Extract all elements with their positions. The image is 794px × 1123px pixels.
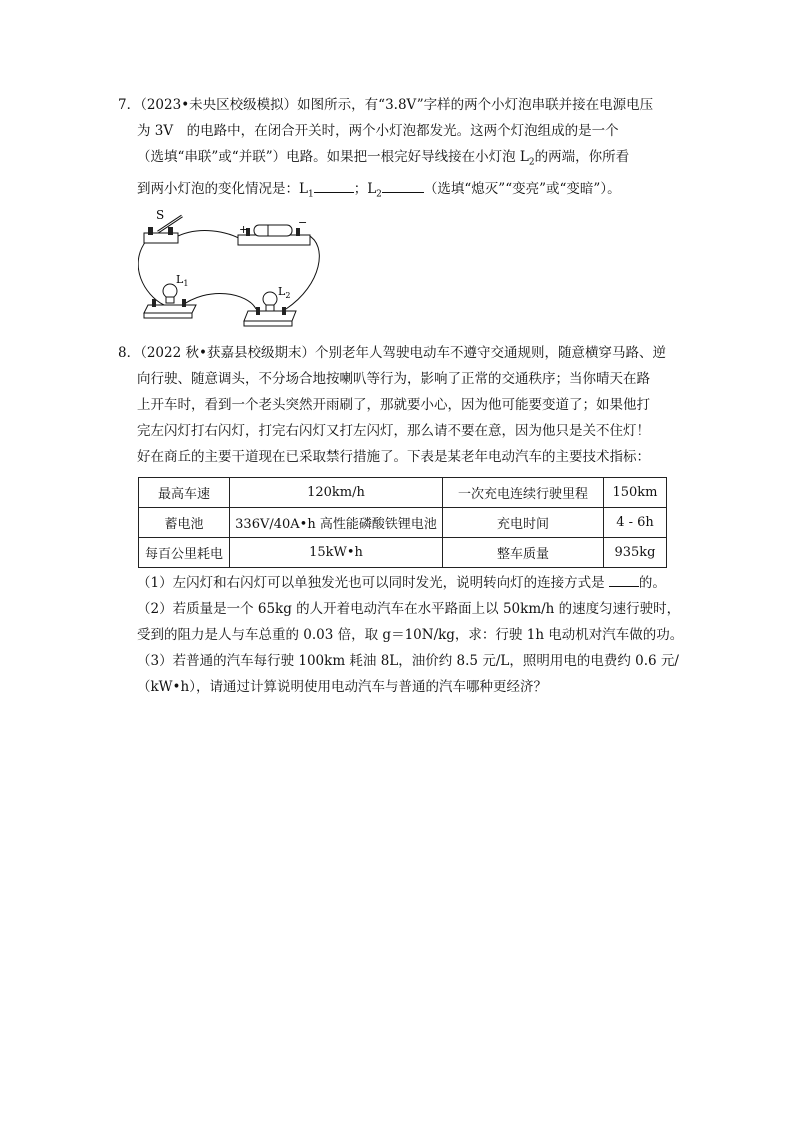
q7-line-2: 为 3V 的电路中，在闭合开关时，两个小灯泡都发光。这两个灯泡组成的是一个	[137, 123, 619, 139]
table-cell: 150km	[604, 478, 667, 508]
table-cell: 最高车速	[139, 478, 230, 508]
table-row	[139, 508, 667, 538]
circuit-diagram	[138, 205, 328, 333]
answer-blank-l2[interactable]	[382, 178, 424, 193]
table-cell: 充电时间	[443, 508, 604, 538]
table-row	[139, 478, 667, 508]
switch-label: S	[156, 208, 165, 222]
question-7	[118, 92, 678, 207]
table-cell: 935kg	[604, 538, 667, 568]
table-cell: 15kW•h	[230, 538, 443, 568]
battery-minus-label: −	[298, 216, 308, 229]
q8-line-4: 完左闪灯打右闪灯，打完右闪灯又打左闪灯，那么请不要在意，因为他只是关不住灯！	[137, 423, 650, 439]
lamp1-label: $L_1$	[176, 273, 189, 288]
wire-switch-battery	[174, 231, 244, 241]
table-row	[139, 538, 667, 568]
wire-switch-lamp1	[138, 241, 164, 305]
table-cell: 336V/40A•h 高性能磷酸铁锂电池	[230, 508, 443, 538]
q8-sub-questions	[118, 570, 684, 700]
q8-line-5: 好在商丘的主要干道现在已采取禁行措施了。下表是某老年电动汽车的主要技术指标：	[137, 449, 650, 465]
q8-line-2: 向行驶、随意调头，不分场合地按喇叭等行为，影响了正常的交通秩序；当你晴天在路	[137, 371, 650, 387]
spec-table	[138, 477, 667, 568]
q8-sub-3: （3）若普通的汽车每行驶 100km 耗油 8L，油价约 8.5 元/L，照明用电的电费约 0.6 元/	[137, 653, 679, 669]
table-cell: 一次充电连续行驶里程	[443, 478, 604, 508]
answer-blank-l1[interactable]	[314, 178, 354, 193]
question-8	[118, 340, 678, 470]
q8-sub-2: （2）若质量是一个 65kg 的人开着电动汽车在水平路面上以 50km/h 的速度匀速行驶时，	[137, 601, 681, 617]
q7-line-3: （选填“串联”或“并联”）电路。如果把一根完好导线接在小灯泡 $L_2$的两端，你所看	[137, 149, 630, 168]
q7-line-4: 到两小灯泡的变化情况是：$L_1$ ；$L_2$ （选填“熄灭”“变亮”或“变暗”）。	[118, 176, 678, 208]
q8-sub-2-cont: 受到的阻力是人与车总重的 0.03 倍，取 g＝10N/kg，求：行驶 1h 电动机对汽车做的功。	[137, 627, 684, 643]
q8-number: 8．	[118, 345, 141, 361]
table-cell: 4 - 6h	[604, 508, 667, 538]
table-cell: 每百公里耗电	[139, 538, 230, 568]
answer-blank-connection[interactable]	[609, 572, 639, 587]
table-cell: 120km/h	[230, 478, 443, 508]
lamp2-label: $L_2$	[278, 285, 291, 300]
battery-plus-label: +	[239, 223, 249, 236]
table-cell: 整车质量	[443, 538, 604, 568]
q7-line-1: 7．（2023•未央区校级模拟）如图所示，有“3.8V”字样的两个小灯泡串联并接在电源电压	[118, 97, 654, 113]
q8-sub-3-cont: （kW•h），请通过计算说明使用电动汽车与普通的汽车哪种更经济？	[137, 679, 547, 695]
q7-number: 7．	[118, 97, 141, 113]
table-cell: 蓄电池	[139, 508, 230, 538]
wire-battery-lamp2	[286, 235, 319, 309]
q8-line-3: 上开车时，看到一个老头突然开雨刷了，那就要小心，因为他可能要变道了；如果他打	[137, 397, 650, 413]
q8-line-1: 8．（2022 秋•获嘉县校级期末）个别老年人驾驶电动车不遵守交通规则，随意横穿马路、逆	[118, 345, 666, 361]
q8-sub-1: （1）左闪灯和右闪灯可以单独发光也可以同时发光，说明转向灯的连接方式是 的。	[118, 570, 678, 596]
